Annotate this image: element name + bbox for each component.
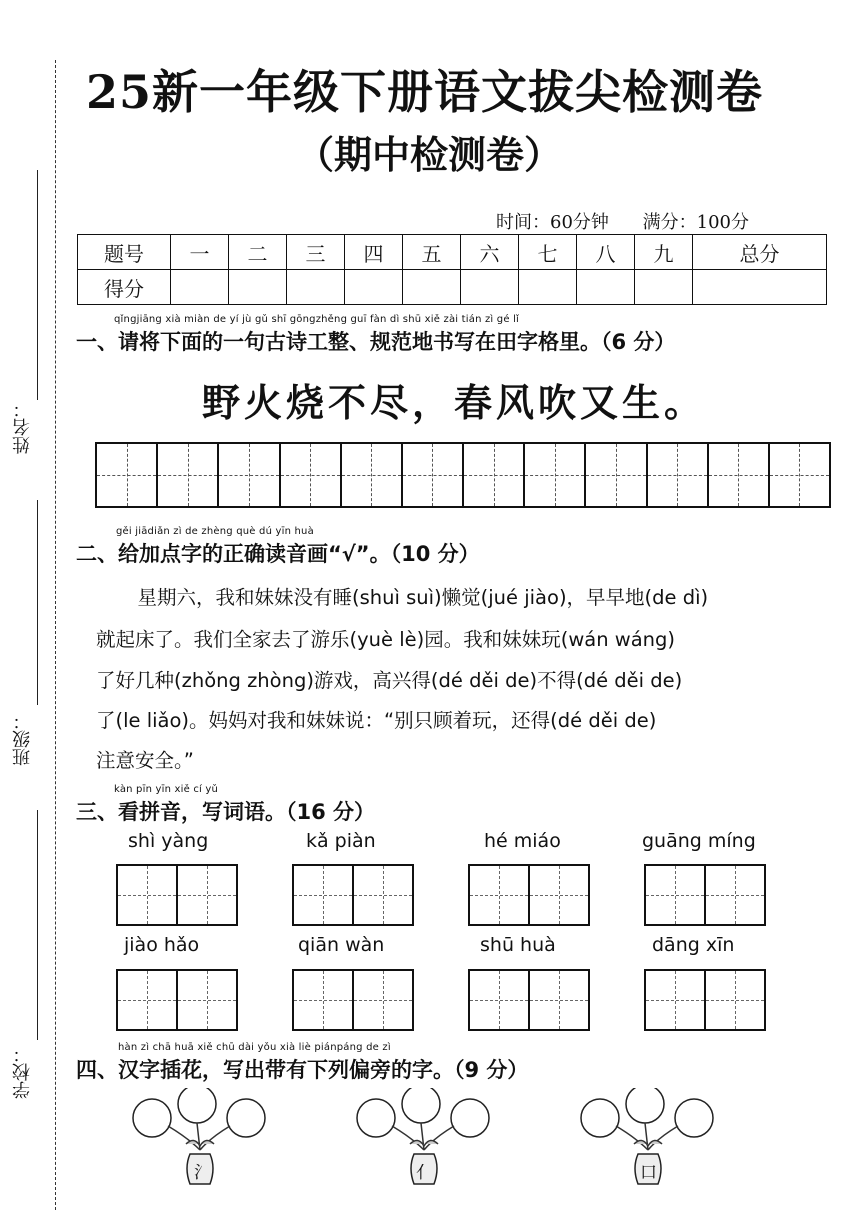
flower-circle[interactable]: [451, 1099, 489, 1137]
q3-answer-box[interactable]: [292, 864, 414, 926]
vase-radical: 口: [640, 1163, 657, 1183]
q2-line-5: 注意安全。”: [96, 749, 194, 772]
flower-vase-1: [128, 1088, 298, 1188]
q3-answer-box[interactable]: [468, 969, 590, 1031]
vase-radical: 氵: [194, 1163, 211, 1183]
score-table: [77, 234, 827, 305]
tianzige-cell[interactable]: [770, 444, 829, 506]
q1-title: 一、请将下面的一句古诗工整、规范地书写在田字格里。（6 分）: [76, 330, 676, 354]
full-score: 满分：100分: [642, 212, 749, 233]
score-cell[interactable]: [171, 270, 229, 305]
name-line: [37, 170, 38, 400]
score-header-cell: 七: [519, 235, 577, 270]
tianzige-cell[interactable]: [97, 444, 158, 506]
flower-circle[interactable]: [178, 1088, 216, 1123]
score-header-cell: 题号: [78, 235, 171, 270]
q3-word-pinyin: guāng míng: [642, 830, 756, 852]
name-label: 姓名：: [12, 400, 33, 454]
time-limit: 时间：60分钟: [496, 212, 609, 233]
score-header-cell: 五: [403, 235, 461, 270]
vase-flower-icon: [128, 1088, 298, 1188]
score-cell[interactable]: [287, 270, 345, 305]
q2-title: 二、给加点字的正确读音画“√”。（10 分）: [76, 542, 480, 566]
score-header-cell: 一: [171, 235, 229, 270]
score-cell[interactable]: [403, 270, 461, 305]
q2-line-1: 星期六，我和妹妹没有睡(shuì suì)懒觉(jué jiào)，早早地(de dì): [118, 586, 709, 609]
score-cell[interactable]: [519, 270, 577, 305]
vase-radical: 亻: [416, 1163, 433, 1183]
score-header-cell: 四: [345, 235, 403, 270]
q3-answer-box[interactable]: [644, 969, 766, 1031]
tianzige-cell[interactable]: [281, 444, 342, 506]
score-cell[interactable]: [693, 270, 827, 305]
q3-word-pinyin: qiān wàn: [298, 934, 385, 956]
flower-vase-2: [352, 1088, 522, 1188]
tianzige-cell[interactable]: [158, 444, 219, 506]
tianzige-cell[interactable]: [709, 444, 770, 506]
q3-word-pinyin: kǎ piàn: [306, 830, 376, 852]
q3-answer-box[interactable]: [116, 969, 238, 1031]
q2-line-3: 了好几种(zhǒng zhòng)游戏，高兴得(dé děi de)不得(dé děi de): [96, 669, 683, 692]
tianzige-cell[interactable]: [464, 444, 525, 506]
exam-meta: [496, 208, 777, 234]
q3-answer-box[interactable]: [468, 864, 590, 926]
school-label: 学校：: [12, 1045, 33, 1099]
tianzige-cell[interactable]: [403, 444, 464, 506]
score-table-score-row: [78, 270, 827, 305]
flower-circle[interactable]: [675, 1099, 713, 1137]
q1-tianzige-row: [95, 442, 831, 508]
q2-line-2: 就起床了。我们全家去了游乐(yuè lè)园。我和妹妹玩(wán wáng): [96, 628, 676, 651]
score-cell[interactable]: [461, 270, 519, 305]
q3-word-pinyin: jiào hǎo: [124, 934, 200, 956]
page-subtitle: （期中检测卷）: [296, 132, 563, 177]
q3-answer-box[interactable]: [644, 864, 766, 926]
q1-pinyin: qǐngjiāng xià miàn de yí jù gǔ shī gōngzhěng guī fàn dì shū xiě zài tián zì gé lǐ: [114, 314, 520, 325]
q4-pinyin: hàn zì chā huā xiě chū dài yǒu xià liè piánpáng de zì: [118, 1042, 391, 1053]
flower-circle[interactable]: [133, 1099, 171, 1137]
q3-word-pinyin: shū huà: [480, 934, 556, 956]
vase-flower-icon: [352, 1088, 522, 1188]
score-row-label: 得分: [78, 270, 171, 305]
score-header-cell: 九: [635, 235, 693, 270]
score-table-header-row: [78, 235, 827, 270]
score-header-cell: 二: [229, 235, 287, 270]
score-header-cell: 八: [577, 235, 635, 270]
q1-poem: 野火烧不尽，春风吹又生。: [202, 380, 707, 425]
score-cell[interactable]: [229, 270, 287, 305]
score-header-cell: 三: [287, 235, 345, 270]
page-title: 25新一年级下册语文拔尖检测卷: [86, 65, 764, 119]
flower-circle[interactable]: [402, 1088, 440, 1123]
q3-title: 三、看拼音，写词语。（16 分）: [76, 800, 376, 824]
q3-pinyin: kàn pīn yīn xiě cí yǔ: [114, 784, 219, 795]
q2-line-4: 了(le liǎo)。妈妈对我和妹妹说：“别只顾着玩，还得(dé děi de): [96, 709, 657, 732]
flower-vase-3: [576, 1088, 746, 1188]
q4-title: 四、汉字插花，写出带有下列偏旁的字。（9 分）: [76, 1058, 529, 1082]
score-cell[interactable]: [635, 270, 693, 305]
class-line: [37, 500, 38, 705]
score-header-cell: 总分: [693, 235, 827, 270]
score-cell[interactable]: [577, 270, 635, 305]
score-cell[interactable]: [345, 270, 403, 305]
flower-circle[interactable]: [357, 1099, 395, 1137]
class-label: 班级：: [12, 712, 33, 766]
flower-circle[interactable]: [626, 1088, 664, 1123]
tianzige-cell[interactable]: [342, 444, 403, 506]
tianzige-cell[interactable]: [525, 444, 586, 506]
q3-answer-box[interactable]: [116, 864, 238, 926]
flower-circle[interactable]: [227, 1099, 265, 1137]
q3-word-pinyin: shì yàng: [128, 830, 209, 852]
binding-dashed-line: [55, 60, 56, 1210]
q2-pinyin: gěi jiādiǎn zì de zhèng què dú yīn huà: [116, 526, 314, 537]
tianzige-cell[interactable]: [219, 444, 280, 506]
q3-word-pinyin: dāng xīn: [652, 934, 735, 956]
school-line: [37, 810, 38, 1040]
vase-flower-icon: [576, 1088, 746, 1188]
q3-answer-box[interactable]: [292, 969, 414, 1031]
tianzige-cell[interactable]: [648, 444, 709, 506]
tianzige-cell[interactable]: [586, 444, 647, 506]
score-header-cell: 六: [461, 235, 519, 270]
flower-circle[interactable]: [581, 1099, 619, 1137]
q3-word-pinyin: hé miáo: [484, 830, 561, 852]
